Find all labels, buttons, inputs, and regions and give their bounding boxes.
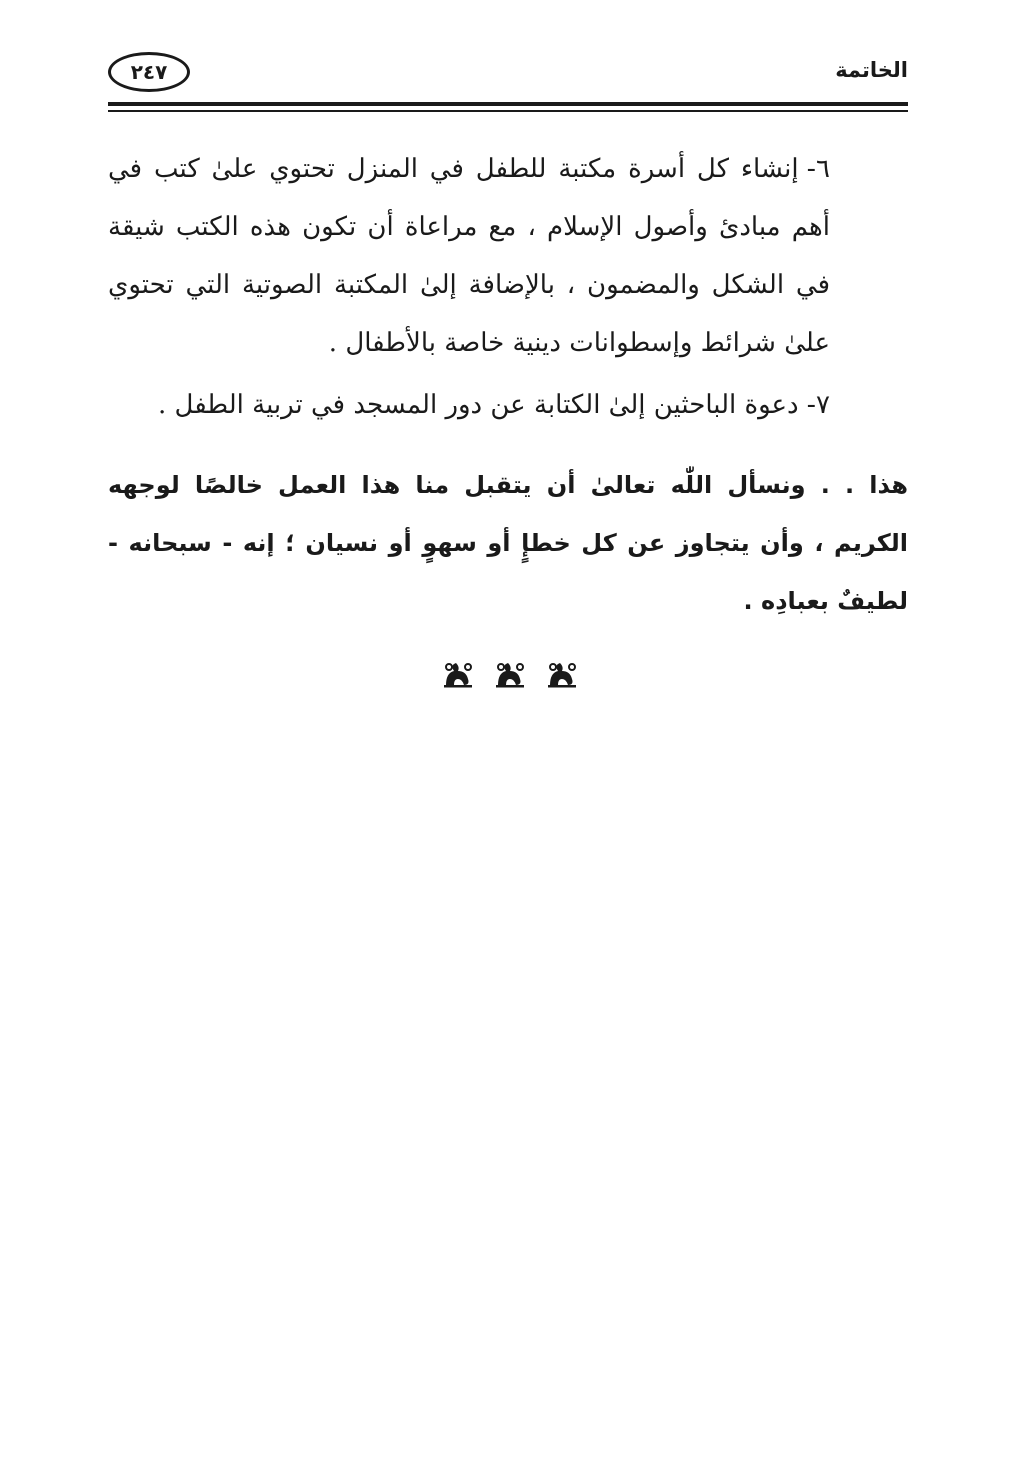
- numbered-list: [108, 140, 830, 434]
- list-item-text: دعوة الباحثين إلىٰ الكتابة عن دور المسجد في تربية الطفل .: [158, 390, 799, 420]
- list-item: [108, 140, 830, 372]
- header-rule-thick: [108, 102, 908, 106]
- list-item-number: ٦-: [806, 154, 830, 184]
- list-item-text: إنشاء كل أسرة مكتبة للطفل في المنزل تحتوي علىٰ كتب في أهم مبادئ وأصول الإسلام ، مع مراعاة أن تكون هذه الكتب شيقة في الشكل والمضمون ، بالإضافة إلىٰ المكتبة الصوتية التي تحتوي علىٰ شرائط وإسطوانات دينية خاصة بالأطفال .: [108, 154, 830, 358]
- list-item-number: ٧-: [806, 390, 830, 420]
- closing-paragraph: هذا . . ونسأل اللّٰه تعالىٰ أن يتقبل منا هذا العمل خالصًا لوجهه الكريم ، وأن يتجاوز عن كل خطإٍ أو سهوٍ أو نسيان ؛ إنه - سبحانه - لطيفٌ بعبادِه .: [108, 471, 908, 615]
- floral-ornament-icon: [492, 659, 528, 689]
- list-item: [108, 376, 830, 434]
- header-rule-thin: [108, 110, 908, 112]
- page-number-badge: ٢٤٧: [108, 52, 190, 92]
- floral-ornament-icon: [440, 659, 476, 689]
- chapter-title: الخاتمة: [835, 58, 908, 82]
- section-end-ornament: [440, 658, 580, 690]
- floral-ornament-icon: [544, 659, 580, 689]
